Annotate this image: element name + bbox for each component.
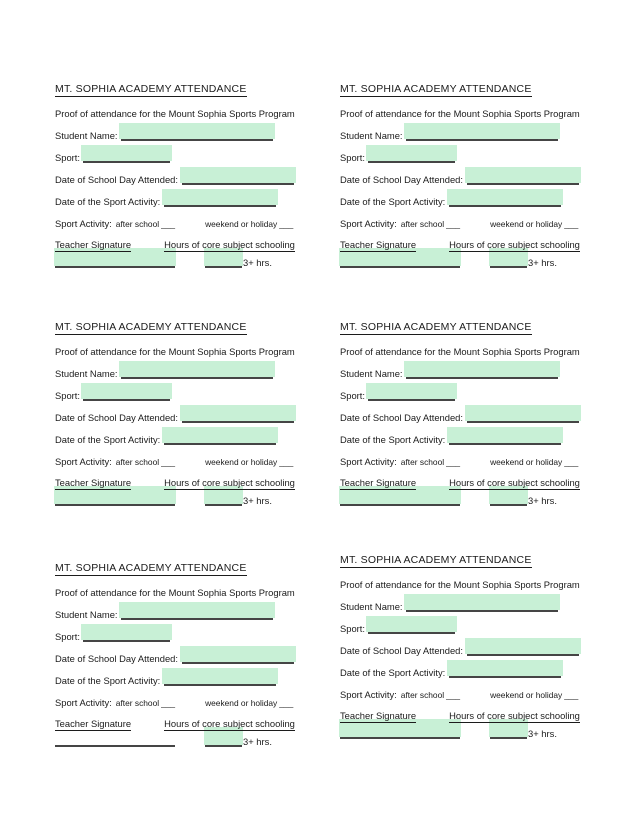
hours-blank — [205, 491, 242, 506]
student-name-row — [340, 357, 592, 379]
sport-blank — [83, 627, 170, 642]
weekend-blank: ___ — [564, 690, 579, 700]
date-school-row — [340, 634, 592, 656]
form-title: MT. SOPHIA ACADEMY ATTENDANCE — [55, 83, 247, 95]
date-school-blank — [467, 408, 579, 423]
hours-value: 3+ hrs. — [528, 257, 557, 268]
sport-highlight — [366, 383, 457, 399]
weekend-label: weekend or holiday — [490, 457, 563, 467]
sport-row — [55, 620, 307, 642]
date-school-row — [55, 163, 307, 185]
hours-blank — [205, 253, 242, 268]
student-name-label: Student Name: — [55, 130, 118, 141]
attendance-form-top-right — [340, 75, 592, 268]
title-row — [55, 313, 307, 335]
date-sport-blank — [164, 192, 276, 207]
date-sport-highlight — [162, 427, 278, 443]
form-subtitle: Proof of attendance for the Mount Sophia Sports Program — [55, 587, 295, 598]
signature-header-row — [340, 467, 592, 490]
date-school-label: Date of School Day Attended: — [340, 412, 463, 423]
date-school-label: Date of School Day Attended: — [340, 174, 463, 185]
date-sport-row — [340, 656, 592, 678]
teacher-signature-label: Teacher Signature — [55, 239, 132, 250]
teacher-signature-label: Teacher Signature — [340, 477, 417, 488]
attendance-form-bottom-right — [340, 546, 592, 739]
form-title: MT. SOPHIA ACADEMY ATTENDANCE — [340, 83, 532, 95]
hours-value: 3+ hrs. — [243, 495, 272, 506]
form-subtitle: Proof of attendance for the Mount Sophia Sports Program — [55, 346, 295, 357]
sport-activity-label: Sport Activity: — [55, 218, 112, 229]
weekend-blank: ___ — [279, 219, 294, 229]
student-name-highlight — [404, 594, 560, 610]
title-row — [340, 313, 592, 335]
date-school-label: Date of School Day Attended: — [340, 645, 463, 656]
student-name-highlight — [119, 123, 275, 139]
form-subtitle: Proof of attendance for the Mount Sophia Sports Program — [340, 108, 580, 119]
date-school-row — [340, 163, 592, 185]
attendance-form-body — [55, 75, 307, 268]
date-sport-label: Date of the Sport Activity: — [55, 675, 161, 686]
subtitle-row — [55, 97, 307, 119]
student-name-highlight — [404, 361, 560, 377]
after-school-label: after school — [115, 698, 160, 708]
signature-fill-row — [55, 731, 307, 747]
form-title: MT. SOPHIA ACADEMY ATTENDANCE — [340, 321, 532, 333]
title-row — [55, 554, 307, 576]
hours-label: Hours of core subject schooling — [449, 477, 580, 488]
after-school-blank: ___ — [446, 219, 461, 229]
student-name-row — [55, 598, 307, 620]
signature-header-row — [55, 467, 307, 490]
form-title: MT. SOPHIA ACADEMY ATTENDANCE — [340, 554, 532, 566]
hours-value: 3+ hrs. — [243, 257, 272, 268]
weekend-label: weekend or holiday — [490, 219, 563, 229]
after-school-label: after school — [115, 457, 160, 467]
sport-label: Sport: — [55, 390, 81, 401]
date-sport-blank — [449, 192, 561, 207]
date-school-highlight — [180, 646, 296, 662]
teacher-signature-blank — [340, 491, 460, 506]
sport-highlight — [81, 145, 172, 161]
date-sport-label: Date of the Sport Activity: — [340, 434, 446, 445]
sport-blank — [368, 148, 455, 163]
date-school-blank — [467, 170, 579, 185]
hours-blank — [205, 732, 242, 747]
date-school-blank — [182, 649, 294, 664]
signature-fill-row — [340, 723, 592, 739]
date-school-highlight — [180, 405, 296, 421]
teacher-signature-label: Teacher Signature — [340, 710, 417, 721]
hours-blank — [490, 253, 527, 268]
date-school-blank — [182, 170, 294, 185]
attendance-form-body — [340, 313, 592, 506]
date-sport-row — [55, 423, 307, 445]
date-sport-label: Date of the Sport Activity: — [55, 196, 161, 207]
title-row — [340, 546, 592, 568]
student-name-blank — [406, 364, 558, 379]
date-school-label: Date of School Day Attended: — [55, 174, 178, 185]
date-sport-blank — [164, 671, 276, 686]
sport-row — [55, 141, 307, 163]
date-sport-blank — [449, 663, 561, 678]
date-school-row — [340, 401, 592, 423]
date-school-highlight — [465, 167, 581, 183]
title-row — [55, 75, 307, 97]
sport-row — [55, 379, 307, 401]
signature-fill-row — [55, 252, 307, 268]
sport-activity-label: Sport Activity: — [55, 697, 112, 708]
title-row — [340, 75, 592, 97]
sport-activity-label: Sport Activity: — [340, 456, 397, 467]
weekend-label: weekend or holiday — [490, 690, 563, 700]
student-name-label: Student Name: — [55, 368, 118, 379]
date-sport-label: Date of the Sport Activity: — [55, 434, 161, 445]
hours-blank — [490, 724, 527, 739]
student-name-label: Student Name: — [340, 368, 403, 379]
after-school-blank: ___ — [161, 457, 176, 467]
form-subtitle: Proof of attendance for the Mount Sophia Sports Program — [55, 108, 295, 119]
form-subtitle: Proof of attendance for the Mount Sophia Sports Program — [340, 579, 580, 590]
sport-label: Sport: — [340, 390, 366, 401]
student-name-blank — [121, 605, 273, 620]
sport-activity-row — [340, 678, 592, 700]
teacher-signature-blank — [55, 253, 175, 268]
signature-fill-row — [340, 252, 592, 268]
sport-activity-row — [340, 445, 592, 467]
sport-label: Sport: — [340, 623, 366, 634]
student-name-blank — [406, 126, 558, 141]
attendance-form-middle-right — [340, 313, 592, 506]
student-name-label: Student Name: — [55, 609, 118, 620]
date-sport-highlight — [162, 189, 278, 205]
after-school-label: after school — [400, 219, 445, 229]
date-school-highlight — [465, 638, 581, 654]
weekend-blank: ___ — [279, 457, 294, 467]
form-title: MT. SOPHIA ACADEMY ATTENDANCE — [55, 321, 247, 333]
sport-highlight — [81, 383, 172, 399]
hours-label: Hours of core subject schooling — [449, 710, 580, 721]
date-school-row — [55, 642, 307, 664]
teacher-signature-blank — [340, 724, 460, 739]
subtitle-row — [340, 335, 592, 357]
after-school-label: after school — [400, 690, 445, 700]
student-name-row — [340, 590, 592, 612]
date-sport-row — [55, 185, 307, 207]
sport-activity-row — [55, 686, 307, 708]
signature-header-row — [340, 229, 592, 252]
after-school-blank: ___ — [161, 698, 176, 708]
sport-activity-row — [55, 445, 307, 467]
signature-header-row — [55, 229, 307, 252]
date-sport-highlight — [162, 668, 278, 684]
weekend-label: weekend or holiday — [205, 698, 278, 708]
subtitle-row — [55, 335, 307, 357]
sport-label: Sport: — [55, 631, 81, 642]
sport-highlight — [366, 145, 457, 161]
weekend-label: weekend or holiday — [205, 457, 278, 467]
date-school-blank — [182, 408, 294, 423]
hours-blank — [490, 491, 527, 506]
attendance-form-middle-left — [55, 313, 307, 506]
sport-label: Sport: — [55, 152, 81, 163]
sport-highlight — [366, 616, 457, 632]
signature-fill-row — [55, 490, 307, 506]
weekend-blank: ___ — [564, 457, 579, 467]
date-sport-row — [340, 185, 592, 207]
student-name-highlight — [119, 361, 275, 377]
after-school-label: after school — [400, 457, 445, 467]
after-school-label: after school — [115, 219, 160, 229]
sport-row — [340, 141, 592, 163]
sport-blank — [368, 619, 455, 634]
date-school-row — [55, 401, 307, 423]
date-sport-row — [55, 664, 307, 686]
weekend-blank: ___ — [564, 219, 579, 229]
date-school-label: Date of School Day Attended: — [55, 653, 178, 664]
signature-header-row — [55, 708, 307, 731]
date-school-highlight — [465, 405, 581, 421]
hours-value: 3+ hrs. — [528, 728, 557, 739]
sport-highlight — [81, 624, 172, 640]
date-school-label: Date of School Day Attended: — [55, 412, 178, 423]
sport-row — [340, 612, 592, 634]
student-name-row — [55, 357, 307, 379]
sport-activity-row — [340, 207, 592, 229]
hours-label: Hours of core subject schooling — [164, 477, 295, 488]
date-sport-highlight — [447, 427, 563, 443]
student-name-blank — [121, 126, 273, 141]
student-name-row — [340, 119, 592, 141]
subtitle-row — [340, 97, 592, 119]
date-sport-highlight — [447, 189, 563, 205]
sport-activity-label: Sport Activity: — [55, 456, 112, 467]
student-name-highlight — [119, 602, 275, 618]
sport-activity-label: Sport Activity: — [340, 218, 397, 229]
sport-activity-row — [55, 207, 307, 229]
subtitle-row — [340, 568, 592, 590]
sport-blank — [83, 386, 170, 401]
form-title: MT. SOPHIA ACADEMY ATTENDANCE — [55, 562, 247, 574]
hours-value: 3+ hrs. — [528, 495, 557, 506]
hours-label: Hours of core subject schooling — [164, 239, 295, 250]
attendance-form-body — [340, 546, 592, 739]
date-sport-blank — [449, 430, 561, 445]
after-school-blank: ___ — [446, 690, 461, 700]
student-name-label: Student Name: — [340, 130, 403, 141]
signature-header-row — [340, 700, 592, 723]
date-sport-label: Date of the Sport Activity: — [340, 196, 446, 207]
teacher-signature-blank — [340, 253, 460, 268]
date-sport-blank — [164, 430, 276, 445]
student-name-highlight — [404, 123, 560, 139]
weekend-label: weekend or holiday — [205, 219, 278, 229]
teacher-signature-blank — [55, 491, 175, 506]
student-name-label: Student Name: — [340, 601, 403, 612]
attendance-form-body — [340, 75, 592, 268]
subtitle-row — [55, 576, 307, 598]
weekend-blank: ___ — [279, 698, 294, 708]
attendance-form-bottom-left — [55, 554, 307, 747]
date-school-blank — [467, 641, 579, 656]
teacher-signature-blank — [55, 732, 175, 747]
after-school-blank: ___ — [446, 457, 461, 467]
after-school-blank: ___ — [161, 219, 176, 229]
hours-label: Hours of core subject schooling — [449, 239, 580, 250]
sport-label: Sport: — [340, 152, 366, 163]
attendance-form-body — [55, 554, 307, 747]
signature-fill-row — [340, 490, 592, 506]
date-sport-row — [340, 423, 592, 445]
hours-value: 3+ hrs. — [243, 736, 272, 747]
teacher-signature-label: Teacher Signature — [340, 239, 417, 250]
student-name-blank — [406, 597, 558, 612]
sport-row — [340, 379, 592, 401]
date-school-highlight — [180, 167, 296, 183]
sport-blank — [83, 148, 170, 163]
date-sport-highlight — [447, 660, 563, 676]
form-subtitle: Proof of attendance for the Mount Sophia Sports Program — [340, 346, 580, 357]
attendance-form-body — [55, 313, 307, 506]
teacher-signature-label: Teacher Signature — [55, 718, 132, 729]
attendance-form-top-left — [55, 75, 307, 268]
hours-label: Hours of core subject schooling — [164, 718, 295, 729]
student-name-blank — [121, 364, 273, 379]
student-name-row — [55, 119, 307, 141]
date-sport-label: Date of the Sport Activity: — [340, 667, 446, 678]
sport-blank — [368, 386, 455, 401]
sport-activity-label: Sport Activity: — [340, 689, 397, 700]
teacher-signature-label: Teacher Signature — [55, 477, 132, 488]
